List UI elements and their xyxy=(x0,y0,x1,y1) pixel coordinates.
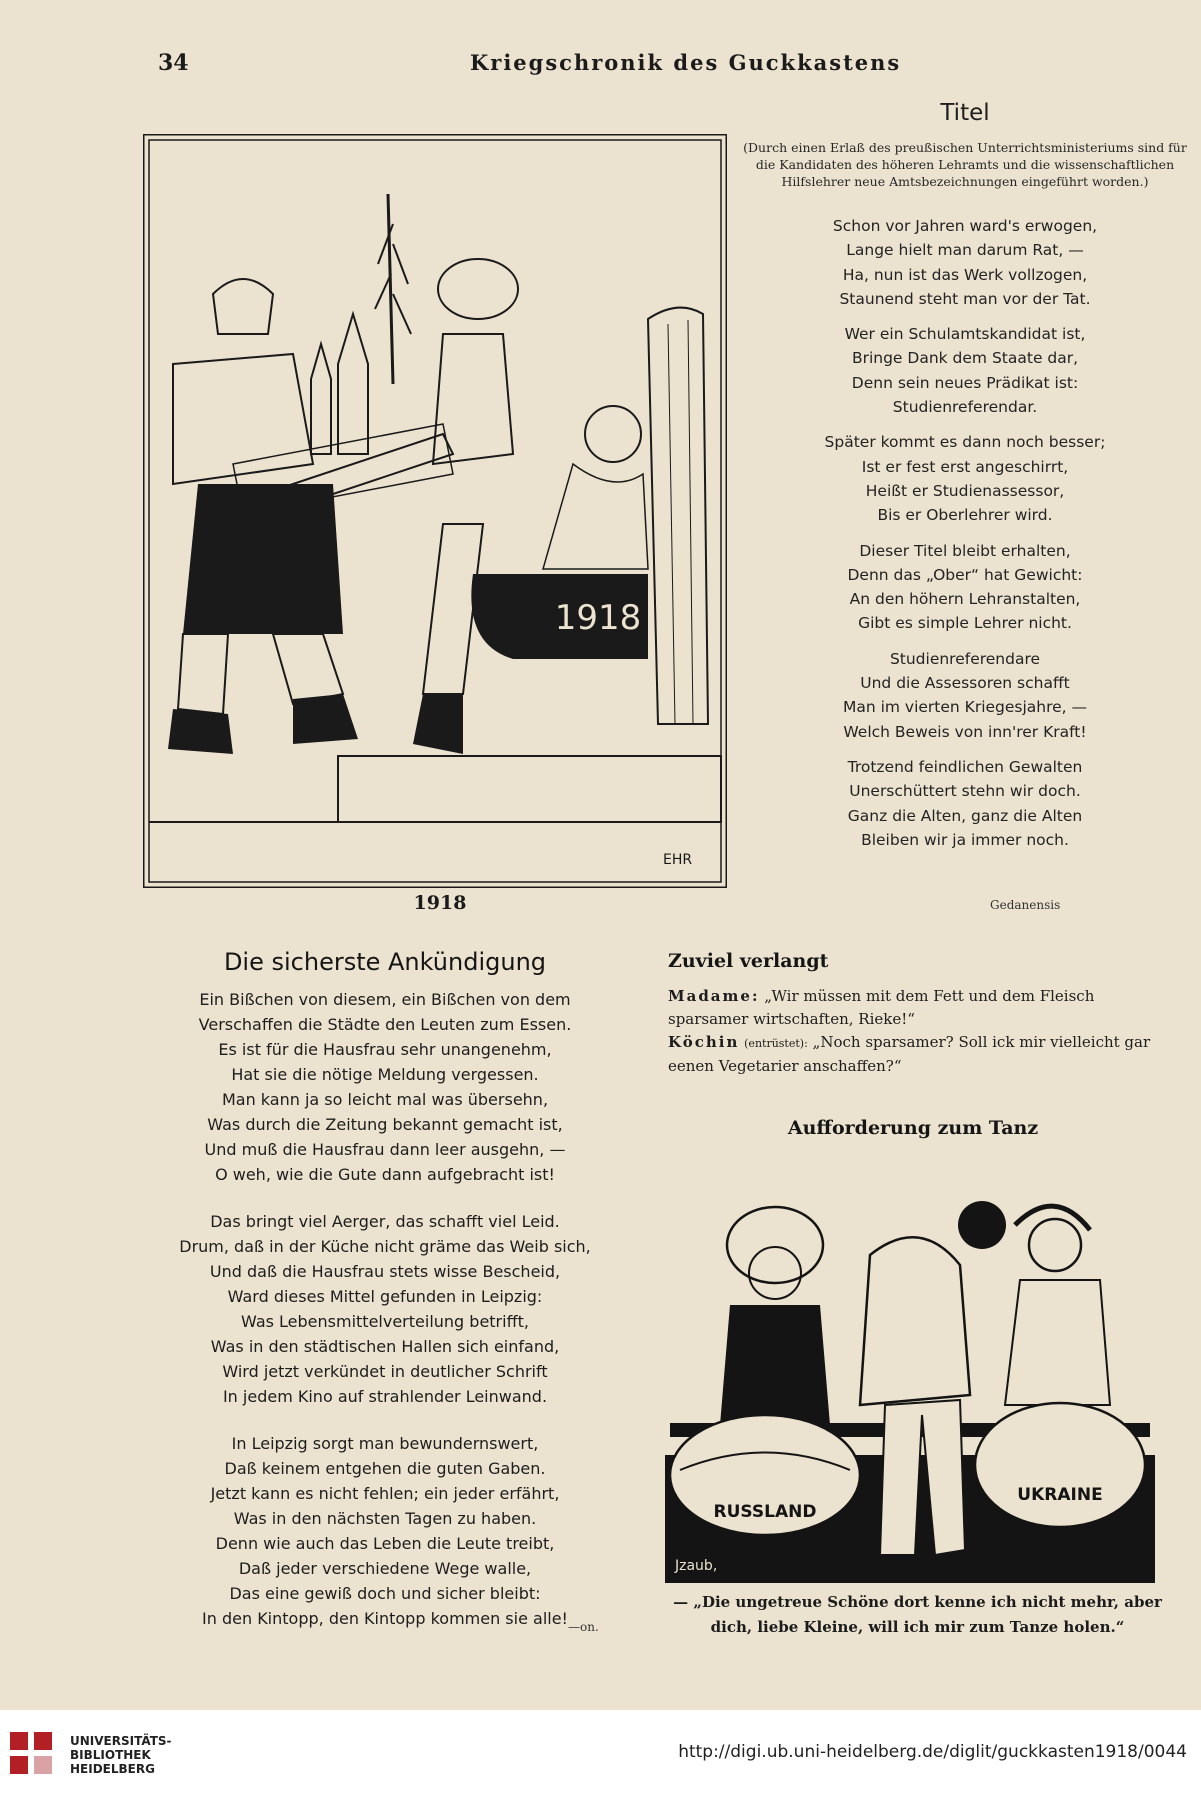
verse-line: Ganz die Alten, ganz die Alten xyxy=(847,806,1083,825)
stanza xyxy=(150,1209,620,1409)
verse-line: Und die Assessoren schafft xyxy=(860,674,1070,693)
speaker-madame: Madame: xyxy=(668,987,760,1005)
verse-line: Man im vierten Kriegesjahre, — xyxy=(842,698,1088,717)
verse-line: Studienreferendar. xyxy=(892,398,1038,417)
dialog-line-koechin: „Noch sparsamer? Soll ick mir vielleicht gar eenen Vegetarier anschaffen?“ xyxy=(668,1033,1151,1075)
speaker-koechin: Köchin xyxy=(668,1033,740,1051)
stanza xyxy=(740,539,1190,636)
verse-line: Das bringt viel Aerger, das schafft viel Leid. xyxy=(210,1212,560,1231)
verse-line: Schon vor Jahren ward's erwogen, xyxy=(832,217,1098,235)
verse-line: Denn das „Ober“ hat Gewicht: xyxy=(847,565,1083,584)
verse-line: In den Kintopp, den Kintopp kommen sie alle! xyxy=(202,1609,568,1628)
poem-signature-gedanensis: Gedanensis xyxy=(990,898,1061,912)
illustration-caption: 1918 xyxy=(413,892,467,914)
label-ukraine: UKRAINE xyxy=(1017,1485,1103,1505)
label-russland: RUSSLAND xyxy=(713,1502,817,1522)
section-title-aufforderung: Aufforderung zum Tanz xyxy=(787,1117,1039,1139)
verse-line: Welch Beweis von inn'rer Kraft! xyxy=(843,722,1087,741)
cartoon-dance-illustration xyxy=(660,1155,1160,1585)
library-name-line: HEIDELBERG xyxy=(70,1762,155,1776)
page-number: 34 xyxy=(158,50,189,76)
stanza xyxy=(740,647,1190,744)
verse-line: Bringe Dank dem Staate dar, xyxy=(851,349,1079,368)
verse-line: Ha, nun ist das Werk vollzogen, xyxy=(842,265,1088,284)
verse-line: Studienreferendare xyxy=(889,649,1041,668)
verse-line: Daß keinem entgehen die guten Gaben. xyxy=(224,1459,546,1478)
verse-line: Das eine gewiß doch und sicher bleibt: xyxy=(229,1584,541,1603)
verse-line: Trotzend feindlichen Gewalten xyxy=(847,757,1083,776)
verse-line: Ein Bißchen von diesem, ein Bißchen von dem xyxy=(199,990,571,1009)
stanza xyxy=(740,430,1190,527)
verse-line: Bleiben wir ja immer noch. xyxy=(861,830,1069,849)
verse-line: Dieser Titel bleibt erhalten, xyxy=(859,541,1071,560)
verse-line: Was in den nächsten Tagen zu haben. xyxy=(233,1509,537,1528)
verse-line: Bis er Oberlehrer wird. xyxy=(877,506,1053,525)
verse-line: Denn wie auch das Leben die Leute treibt, xyxy=(215,1534,555,1553)
library-name xyxy=(70,1734,172,1776)
verse-line: Was in den städtischen Hallen sich einfand, xyxy=(210,1337,560,1356)
artist-signature-ehr: EHR xyxy=(663,852,693,868)
verse-line: Hat sie die nötige Meldung vergessen. xyxy=(231,1065,539,1084)
verse-line: An den höhern Lehranstalten, xyxy=(849,590,1081,609)
stanza xyxy=(150,987,620,1187)
verse-line: Daß jeder verschiedene Wege walle, xyxy=(238,1559,532,1578)
verse-line: Es ist für die Hausfrau sehr unangenehm, xyxy=(218,1040,552,1059)
stage-direction: (entrüstet): xyxy=(744,1037,808,1050)
verse-line: Was Lebensmittelverteilung betrifft, xyxy=(241,1312,529,1331)
cartoon-1918-illustration xyxy=(143,134,727,888)
cradle-year: 1918 xyxy=(554,598,642,638)
poem-titel-stanzas xyxy=(740,214,1190,863)
poem-title-titel: Titel xyxy=(940,100,990,126)
verse-line: Wird jetzt verkündet in deutlicher Schrift xyxy=(222,1362,548,1381)
poem-signature-on: —on. xyxy=(568,1620,599,1634)
verse-line: Und muß die Hausfrau dann leer ausgehn, — xyxy=(204,1140,566,1159)
poem-ankuendigung-stanzas xyxy=(150,987,620,1653)
verse-line: Was durch die Zeitung bekannt gemacht ist, xyxy=(207,1115,563,1134)
verse-line: Lange hielt man darum Rat, — xyxy=(846,241,1084,260)
source-url-link[interactable]: http://digi.ub.uni-heidelberg.de/diglit/guckkasten1918/0044 xyxy=(678,1742,1187,1762)
verse-line: Später kommt es dann noch besser; xyxy=(824,433,1106,452)
artist-signature-jzaub: Jzaub, xyxy=(675,1558,718,1574)
poem-title-ankuendigung: Die sicherste Ankündigung xyxy=(223,948,547,976)
verse-line: Man kann ja so leicht mal was übersehn, xyxy=(221,1090,549,1109)
verse-line: Unerschüttert stehn wir doch. xyxy=(849,782,1081,801)
section-title-zuviel: Zuviel verlangt xyxy=(668,950,829,972)
verse-line: Ward dieses Mittel gefunden in Leipzig: xyxy=(227,1287,543,1306)
dialog-text xyxy=(668,985,1163,1078)
verse-line: Und daß die Hausfrau stets wisse Bescheid, xyxy=(209,1262,561,1281)
dance-caption: — „Die ungetreue Schöne dort kenne ich nicht mehr, aber dich, liebe Kleine, will ich mir zum Tanze holen.“ xyxy=(673,1593,1162,1636)
poem-intro-note: (Durch einen Erlaß des preußischen Unterrichtsministeriums sind für die Kandidaten des höheren Lehramts und die wissenschaftlichen Hilfslehrer neue Amtsbezeichnungen eingeführt worden.) xyxy=(743,140,1187,189)
library-name-line: BIBLIOTHEK xyxy=(70,1748,151,1762)
running-title: Kriegschronik des Guckkastens xyxy=(470,50,902,75)
stanza xyxy=(740,322,1190,419)
verse-line: Wer ein Schulamtskandidat ist, xyxy=(844,325,1086,344)
verse-line: Staunend steht man vor der Tat. xyxy=(839,289,1091,308)
verse-line: In jedem Kino auf strahlender Leinwand. xyxy=(222,1387,548,1406)
library-footer xyxy=(0,1710,1201,1802)
stanza xyxy=(150,1431,620,1631)
verse-line: Jetzt kann es nicht fehlen; ein jeder erfährt, xyxy=(210,1484,560,1503)
verse-line: In Leipzig sorgt man bewundernswert, xyxy=(231,1434,539,1453)
verse-line: Drum, daß in der Küche nicht gräme das Weib sich, xyxy=(179,1237,591,1256)
verse-line: Gibt es simple Lehrer nicht. xyxy=(858,614,1072,633)
university-library-logo-icon xyxy=(6,1726,62,1782)
stanza xyxy=(740,214,1190,311)
library-name-line: UNIVERSITÄTS- xyxy=(70,1734,172,1748)
dialog-line-madame: „Wir müssen mit dem Fett und dem Fleisch sparsamer wirtschaften, Rieke!“ xyxy=(668,987,1095,1028)
stanza xyxy=(740,755,1190,852)
verse-line: Verschaffen die Städte den Leuten zum Essen. xyxy=(198,1015,572,1034)
verse-line: O weh, wie die Gute dann aufgebracht ist! xyxy=(215,1165,555,1184)
verse-line: Heißt er Studienassessor, xyxy=(865,481,1065,500)
verse-line: Ist er fest erst angeschirrt, xyxy=(861,457,1069,476)
verse-line: Denn sein neues Prädikat ist: xyxy=(851,373,1079,392)
